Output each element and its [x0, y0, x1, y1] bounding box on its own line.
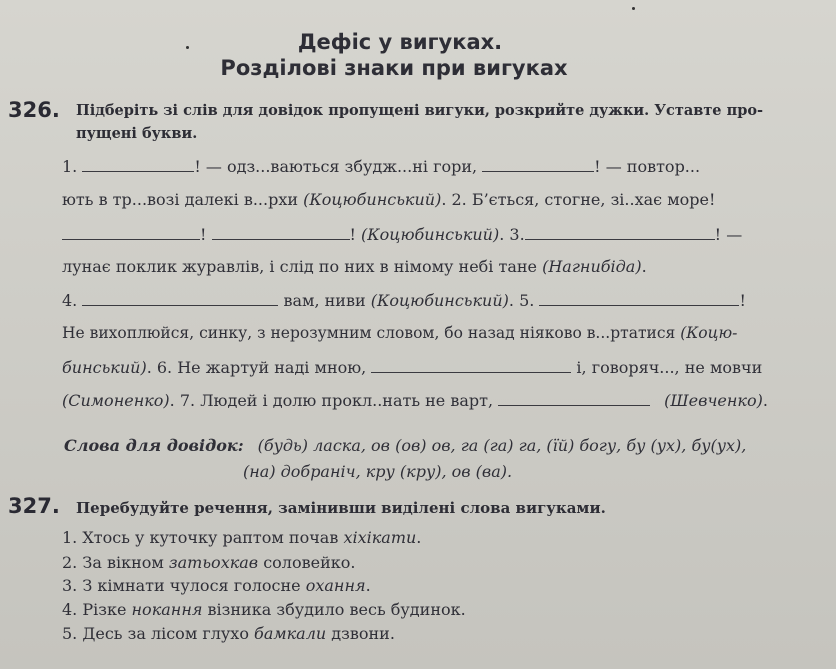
list-item	[62, 576, 371, 595]
text-line	[62, 358, 762, 377]
line-text: !	[200, 225, 212, 244]
highlighted-word: охання	[305, 576, 366, 595]
line-text: Не вихоплюйся, синку, з нерозумним словом, бо назад ніяково в...ртатися	[62, 324, 681, 342]
line-text: 4.	[62, 291, 83, 310]
exercise-instruction: Перебудуйте речення, замінивши виділені слова вигуками.	[76, 499, 606, 517]
item-text: 1. Хтось у куточку раптом почав	[62, 528, 344, 547]
blank	[498, 391, 650, 406]
line-text: ють в тр...возі далекі в...рхи	[62, 190, 304, 209]
line-text: ! — повтор...	[594, 157, 701, 176]
item-text: 2. За вікном	[62, 553, 169, 572]
line-text: ! — одз...ваються збудж...ні гори,	[194, 157, 483, 176]
text-line	[62, 157, 700, 176]
author-reference: бинський)	[62, 358, 147, 377]
item-text: 5. Десь за лісом глухо	[62, 624, 255, 643]
list-item	[62, 528, 421, 547]
item-text: 3. З кімнати чулося голосне	[62, 576, 306, 595]
author-reference: (Коцюбинський)	[361, 225, 500, 244]
text-line	[62, 324, 737, 342]
line-text: і, говоряч..., не мовчи	[571, 358, 763, 377]
line-text: . 5.	[508, 291, 540, 310]
line-text: !	[349, 225, 362, 244]
line-text: 1.	[62, 157, 83, 176]
line-text: . 2. Б’ється, стогне, зі..хає море!	[441, 190, 716, 209]
blank	[82, 157, 194, 172]
author-reference: (Шевченко)	[664, 391, 763, 410]
exercise-number: 326.	[8, 98, 60, 122]
list-item	[62, 624, 395, 643]
reference-words-cont: (на) добраніч, кру (кру), ов (ва).	[243, 462, 513, 481]
reference-words	[64, 436, 746, 455]
item-text: соловейко.	[258, 553, 356, 572]
reference-words-label: Слова для довідок:	[64, 436, 244, 455]
author-reference: (Симоненко)	[62, 391, 170, 410]
item-text: .	[365, 576, 371, 595]
exercise-number: 327.	[8, 494, 60, 518]
highlighted-word: хіхікати	[343, 528, 417, 547]
blank	[62, 225, 200, 240]
blank	[525, 225, 715, 240]
author-reference: (Нагнибіда)	[542, 257, 642, 276]
highlighted-word: нокання	[131, 600, 203, 619]
line-text: !	[739, 291, 746, 310]
blank	[539, 291, 739, 306]
line-text: . 7. Людей і долю прокл..нать не варт,	[169, 391, 499, 410]
blank	[371, 358, 571, 373]
item-text: 4. Різке	[62, 600, 132, 619]
exercise-instruction-cont: пущені букви.	[76, 125, 198, 142]
highlighted-word: затьохкав	[168, 553, 259, 572]
blank	[212, 225, 350, 240]
section-title: Дефіс у вигуках.	[297, 30, 503, 54]
section-subtitle: Розділові знаки при вигуках	[220, 56, 568, 80]
ink-dot	[632, 7, 635, 10]
item-text: .	[416, 528, 422, 547]
text-line	[62, 391, 768, 410]
text-line	[62, 190, 715, 209]
author-reference: (Коцюбинський)	[370, 291, 509, 310]
blank	[82, 291, 278, 306]
line-text: .	[641, 257, 647, 276]
list-item	[62, 553, 355, 572]
reference-words-text: (будь) ласка, ов (ов) ов, га (га) га, (їй) богу, бу (ух), бу(ух),	[257, 436, 747, 455]
line-text: . 6. Не жартуй наді мною,	[146, 358, 372, 377]
line-text: лунає поклик журавлів, і слід по них в німому небі тане	[62, 257, 543, 276]
author-reference: (Коцюбинський)	[303, 190, 442, 209]
line-text: вам, ниви	[278, 291, 371, 310]
highlighted-word: бамкали	[254, 624, 327, 643]
text-line	[62, 225, 742, 244]
line-text: . 3.	[499, 225, 525, 244]
author-reference: (Коцю-	[680, 324, 738, 342]
item-text: дзвони.	[326, 624, 395, 643]
text-line	[62, 257, 647, 276]
item-text: візника збудило весь будинок.	[202, 600, 466, 619]
line-text: ! —	[714, 225, 743, 244]
text-line	[62, 291, 746, 310]
list-item	[62, 600, 466, 619]
exercise-instruction: Підберіть зі слів для довідок пропущені вигуки, розкрийте дужки. Уставте про-	[76, 102, 764, 119]
blank	[482, 157, 594, 172]
line-text: .	[762, 391, 768, 410]
